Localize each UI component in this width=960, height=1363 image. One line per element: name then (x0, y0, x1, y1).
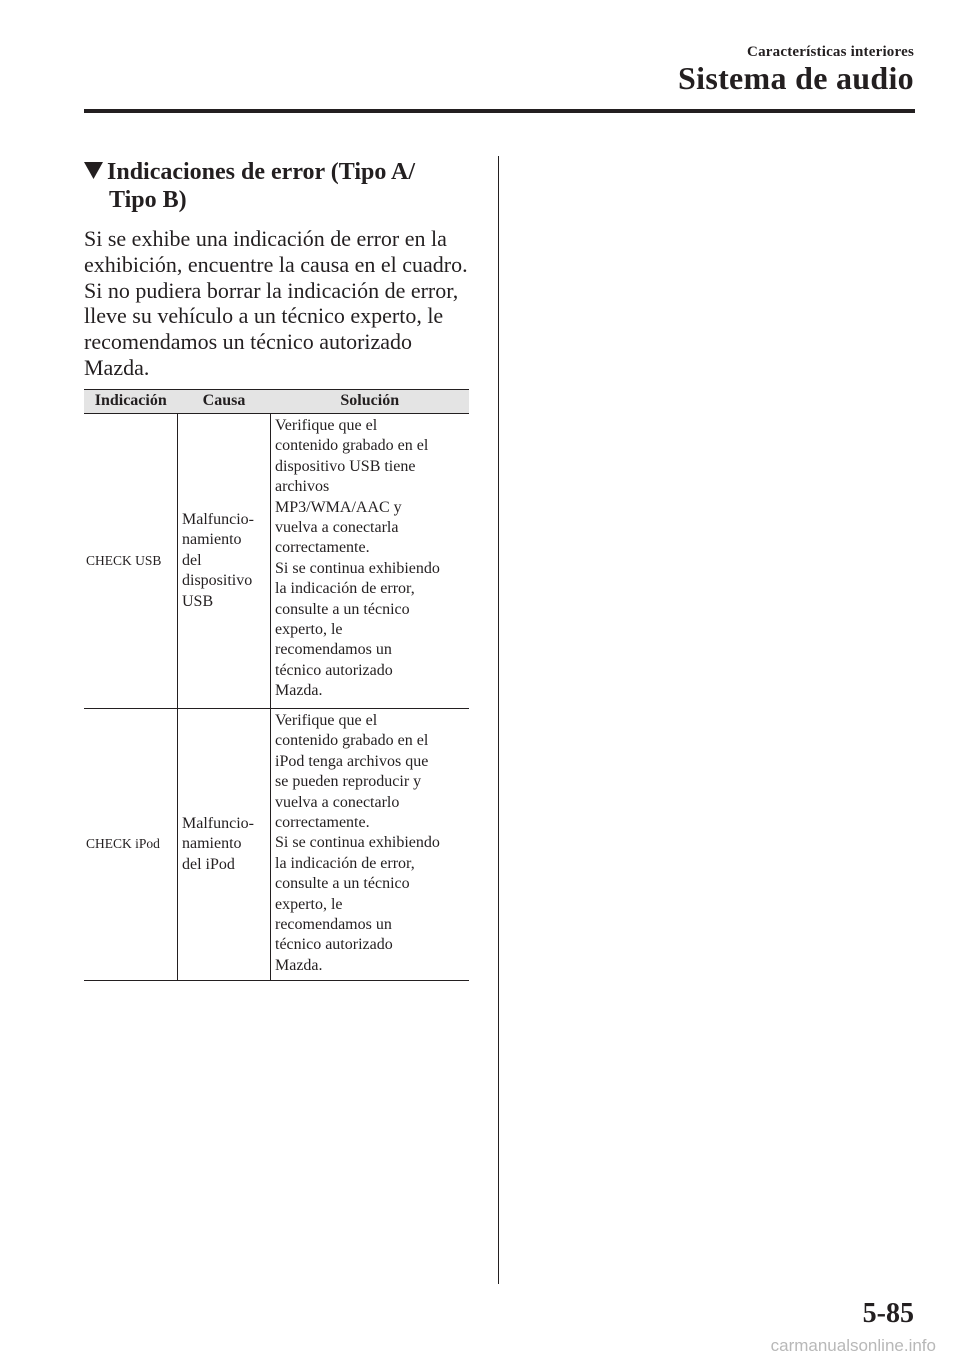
chapter-title: Características interiores (747, 44, 914, 60)
cause-cell: Malfuncio- namiento del iPod (178, 709, 271, 981)
heading-line-2: Tipo B) (109, 187, 187, 213)
header-solution: Solución (271, 390, 470, 414)
indication-cell: CHECK USB (84, 414, 178, 709)
table-row (84, 709, 469, 981)
solution-cell: Verifique que el contenido grabado en el iPod tenga archivos que se pueden reproducir y vuelva a conectarlo correctamente. Si se continua exhibiendo la indicación de error, consulte a un técnico experto, le recomendamos un técnico autorizado Mazda. (271, 709, 470, 981)
section-title: Sistema de audio (678, 60, 914, 96)
header-rule (84, 109, 915, 113)
table-row (84, 414, 469, 709)
intro-paragraph: Si se exhibe una indicación de error en la exhibición, encuentre la causa en el cuadro. Si no pudiera borrar la indicación de error, lleve su vehículo a un técnico experto, le recomendamos un técnico autorizado Mazda. (84, 226, 468, 380)
heading-line-1: Indicaciones de error (Tipo A/ (107, 159, 416, 185)
down-triangle-icon (84, 158, 107, 186)
column-divider (498, 156, 499, 1284)
watermark: carmanualsonline.info (770, 1336, 936, 1355)
solution-cell: Verifique que el contenido grabado en el dispositivo USB tiene archivos MP3/WMA/AAC y vuelva a conectarla correctamente. Si se continua exhibiendo la indicación de error, consulte a un técnico experto, le recomendamos un técnico autorizado Mazda. (271, 414, 470, 709)
subsection-heading (84, 158, 484, 214)
indication-cell: CHECK iPod (84, 709, 178, 981)
cause-cell: Malfuncio- namiento del dispositivo USB (178, 414, 271, 709)
error-table (84, 389, 469, 981)
header-cause: Causa (178, 390, 271, 414)
table-header-row (84, 390, 469, 414)
page-number: 5-85 (862, 1298, 914, 1329)
header-indication: Indicación (84, 390, 178, 414)
